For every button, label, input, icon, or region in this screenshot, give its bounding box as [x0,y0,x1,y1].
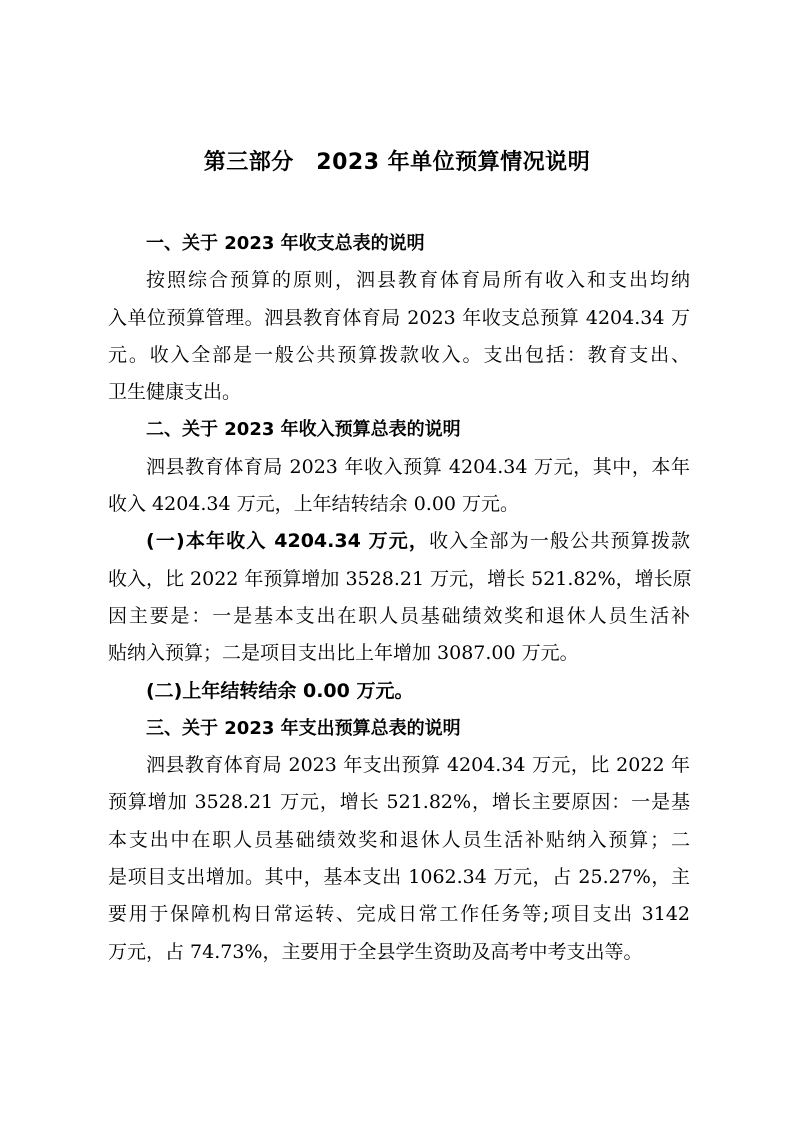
subsection-1-line [108,523,690,560]
paragraph-line: 万元，占 74.73%，主要用于全县学生资助及高考中考支出等。 [108,940,643,963]
subsection-2-title: (二)上年结转结余 0.00 万元。 [146,679,414,702]
paragraph-line: 因主要是：一是基本支出在职人员基础绩效奖和退休人员生活补 [108,604,690,627]
document-body [108,225,690,971]
paragraph-line: 收入 4204.34 万元，上年结转结余 0.00 万元。 [108,493,520,516]
paragraph-line: 元。收入全部是一般公共预算拨款收入。支出包括：教育支出、 [108,343,690,366]
subsection-1-title: (一)本年收入 4204.34 万元， [146,530,430,553]
subsection-2-line [108,673,690,710]
paragraph-line: 收入，比 2022 年预算增加 3528.21 万元，增长 521.82%，增长原 [108,567,692,590]
paragraph-line: 是项目支出增加。其中，基本支出 1062.34 万元，占 25.27%，主 [108,866,690,889]
page-title: 第三部分 2023 年单位预算情况说明 [203,150,591,175]
paragraph-line: 贴纳入预算；二是项目支出比上年增加 3087.00 万元。 [108,642,579,665]
paragraph-line: 卫生健康支出。 [108,381,242,404]
paragraph-line: 本支出中在职人员基础绩效奖和退休人员生活补贴纳入预算；二 [108,828,690,851]
paragraph-line: 泗县教育体育局 2023 年支出预算 4204.34 万元，比 2022 年 [146,754,690,777]
paragraph-line: 按照综合预算的原则，泗县教育体育局所有收入和支出均纳 [146,269,690,292]
subsection-1-text: 收入全部为一般公共预算拨款 [429,530,690,553]
paragraph-line: 预算增加 3528.21 万元，增长 521.82%，增长主要原因：一是基 [108,791,690,814]
section-heading-2: 二、关于 2023 年收入预算总表的说明 [146,419,461,441]
paragraph-line: 要用于保障机构日常运转、完成日常工作任务等;项目支出 3142 [108,903,690,926]
paragraph-line: 入单位预算管理。泗县教育体育局 2023 年收支总预算 4204.34 万 [108,306,690,329]
section-heading-3: 三、关于 2023 年支出预算总表的说明 [146,717,461,739]
section-heading-1: 一、关于 2023 年收支总表的说明 [146,233,425,254]
paragraph-line: 泗县教育体育局 2023 年收入预算 4204.34 万元，其中，本年 [146,455,690,478]
